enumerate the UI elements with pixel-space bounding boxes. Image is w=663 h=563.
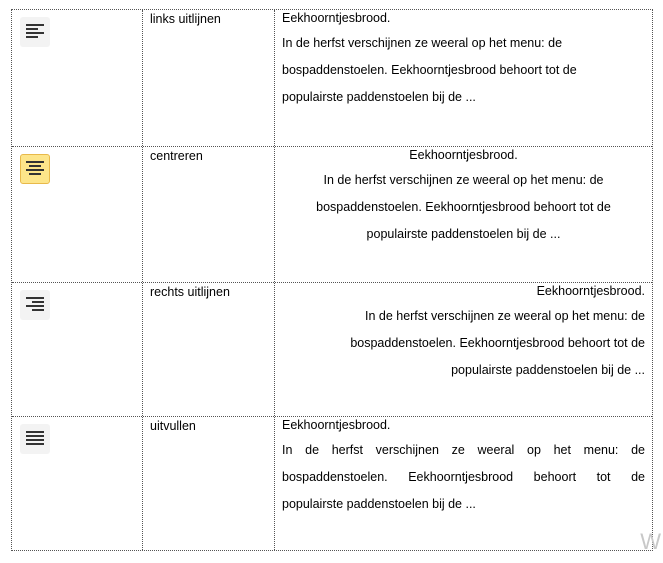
example-title: Eekhoorntjesbrood. <box>536 284 645 298</box>
example-line: bospaddenstoelen. Eekhoorntjesbrood behoort tot de <box>350 336 645 350</box>
icon-cell <box>12 147 142 282</box>
align-right-icon[interactable] <box>20 290 50 320</box>
alignment-table <box>11 9 653 551</box>
example-cell <box>274 10 652 146</box>
alignment-label: uitvullen <box>150 419 196 433</box>
example-line: populairste paddenstoelen bij de ... <box>451 363 645 377</box>
example-line: bospaddenstoelen. Eekhoorntjesbrood behoort tot de <box>282 63 577 77</box>
icon-cell <box>12 10 142 146</box>
table-row <box>12 282 652 416</box>
alignment-label: links uitlijnen <box>150 12 221 26</box>
example-line: populairste paddenstoelen bij de ... <box>366 227 561 241</box>
table-row <box>12 146 652 282</box>
alignment-label: rechts uitlijnen <box>150 285 230 299</box>
example-cell <box>274 283 652 416</box>
example-line: populairste paddenstoelen bij de ... <box>282 497 476 511</box>
example-line: In de herfst verschijnen ze weeral op het menu: de <box>323 173 604 187</box>
icon-cell <box>12 417 142 550</box>
align-justify-icon[interactable] <box>20 424 50 454</box>
table-row <box>12 416 652 550</box>
watermark-text: W <box>640 529 661 554</box>
example-line: populairste paddenstoelen bij de ... <box>282 90 476 104</box>
example-paragraph <box>282 284 645 384</box>
example-line: bospaddenstoelen. Eekhoorntjesbrood behoort tot de <box>316 200 611 214</box>
description-cell <box>142 10 274 146</box>
icon-cell <box>12 283 142 416</box>
example-title: Eekhoorntjesbrood. <box>282 11 391 25</box>
alignment-label: centreren <box>150 149 203 163</box>
align-center-icon[interactable] <box>20 154 50 184</box>
example-line: In de herfst verschijnen ze weeral op het menu: de <box>282 36 563 50</box>
description-cell <box>142 417 274 550</box>
example-line: bospaddenstoelen. Eekhoorntjesbrood behoort tot de <box>282 470 645 484</box>
example-cell <box>274 417 652 550</box>
example-paragraph <box>282 148 645 248</box>
example-title: Eekhoorntjesbrood. <box>282 418 391 432</box>
align-left-icon[interactable] <box>20 17 50 47</box>
example-paragraph <box>282 418 645 518</box>
table-row <box>12 10 652 146</box>
example-cell <box>274 147 652 282</box>
example-paragraph <box>282 11 645 111</box>
description-cell <box>142 283 274 416</box>
example-line: In de herfst verschijnen ze weeral op het menu: de <box>282 443 645 457</box>
example-line: In de herfst verschijnen ze weeral op het menu: de <box>364 309 645 323</box>
example-title: Eekhoorntjesbrood. <box>409 148 518 162</box>
description-cell <box>142 147 274 282</box>
